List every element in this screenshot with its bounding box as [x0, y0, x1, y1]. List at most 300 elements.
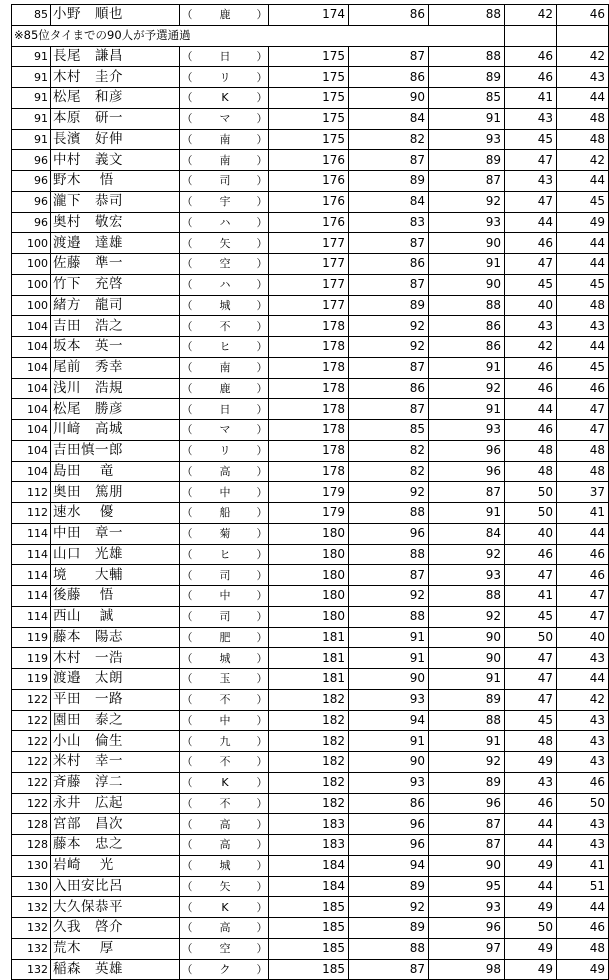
region-cell: 鹿	[194, 378, 256, 399]
paren-open: （	[180, 461, 195, 482]
table-row	[12, 5, 609, 26]
out-score-cell: 46	[505, 46, 557, 67]
round1-score-cell: 92	[349, 316, 429, 337]
total-score-cell: 183	[269, 814, 349, 835]
paren-close: ）	[256, 337, 269, 358]
player-name-cell: 入田安比呂	[51, 876, 180, 897]
out-score-cell: 42	[505, 5, 557, 26]
paren-open: （	[180, 108, 195, 129]
total-score-cell: 180	[269, 606, 349, 627]
round2-score-cell: 86	[429, 316, 505, 337]
round2-score-cell: 93	[429, 129, 505, 150]
table-row	[12, 88, 609, 109]
paren-close: ）	[256, 731, 269, 752]
in-score-cell: 44	[557, 669, 609, 690]
paren-open: （	[180, 752, 195, 773]
paren-close: ）	[256, 565, 269, 586]
round2-score-cell: 91	[429, 669, 505, 690]
out-score-cell: 46	[505, 67, 557, 88]
region-cell: マ	[194, 420, 256, 441]
region-cell: 高	[194, 918, 256, 939]
paren-open: （	[180, 565, 195, 586]
paren-open: （	[180, 731, 195, 752]
paren-open: （	[180, 959, 195, 980]
table-row	[12, 233, 609, 254]
in-score-cell: 45	[557, 191, 609, 212]
round2-score-cell: 90	[429, 855, 505, 876]
paren-close: ）	[256, 420, 269, 441]
total-score-cell: 182	[269, 772, 349, 793]
paren-close: ）	[256, 46, 269, 67]
total-score-cell: 180	[269, 544, 349, 565]
rank-cell: 91	[12, 88, 51, 109]
out-score-cell: 45	[505, 606, 557, 627]
round1-score-cell: 82	[349, 461, 429, 482]
rank-cell: 132	[12, 959, 51, 980]
rank-cell: 91	[12, 129, 51, 150]
rank-cell: 104	[12, 440, 51, 461]
region-cell: K	[194, 897, 256, 918]
in-score-cell: 49	[557, 959, 609, 980]
paren-close: ）	[256, 150, 269, 171]
empty-cell	[429, 25, 505, 46]
player-name-cell: 長尾 謙昌	[51, 46, 180, 67]
player-name-cell: 小野 順也	[51, 5, 180, 26]
in-score-cell: 48	[557, 295, 609, 316]
table-row	[12, 67, 609, 88]
rank-cell: 96	[12, 212, 51, 233]
region-cell: 南	[194, 129, 256, 150]
rank-cell: 104	[12, 461, 51, 482]
paren-close: ）	[256, 710, 269, 731]
player-name-cell: 岩崎 光	[51, 855, 180, 876]
total-score-cell: 175	[269, 46, 349, 67]
total-score-cell: 178	[269, 399, 349, 420]
in-score-cell: 46	[557, 918, 609, 939]
player-name-cell: 平田 一路	[51, 689, 180, 710]
player-name-cell: 久我 啓介	[51, 918, 180, 939]
total-score-cell: 181	[269, 627, 349, 648]
in-score-cell: 46	[557, 5, 609, 26]
player-name-cell: 松尾 勝彦	[51, 399, 180, 420]
out-score-cell: 41	[505, 586, 557, 607]
out-score-cell: 45	[505, 710, 557, 731]
out-score-cell: 50	[505, 918, 557, 939]
round1-score-cell: 86	[349, 793, 429, 814]
table-row	[12, 150, 609, 171]
out-score-cell: 40	[505, 523, 557, 544]
round1-score-cell: 93	[349, 772, 429, 793]
out-score-cell: 48	[505, 731, 557, 752]
round2-score-cell: 87	[429, 835, 505, 856]
in-score-cell: 42	[557, 150, 609, 171]
out-score-cell: 44	[505, 399, 557, 420]
round2-score-cell: 87	[429, 482, 505, 503]
round2-score-cell: 90	[429, 274, 505, 295]
paren-open: （	[180, 171, 195, 192]
table-row	[12, 897, 609, 918]
in-score-cell: 47	[557, 606, 609, 627]
round1-score-cell: 88	[349, 544, 429, 565]
table-row	[12, 274, 609, 295]
round1-score-cell: 87	[349, 399, 429, 420]
rank-cell: 128	[12, 814, 51, 835]
round2-score-cell: 96	[429, 918, 505, 939]
round2-score-cell: 88	[429, 46, 505, 67]
rank-cell: 91	[12, 108, 51, 129]
player-name-cell: 宮部 昌次	[51, 814, 180, 835]
table-row	[12, 731, 609, 752]
out-score-cell: 47	[505, 254, 557, 275]
note-row	[12, 25, 609, 46]
table-row	[12, 357, 609, 378]
round1-score-cell: 90	[349, 669, 429, 690]
round1-score-cell: 89	[349, 918, 429, 939]
out-score-cell: 49	[505, 897, 557, 918]
total-score-cell: 177	[269, 295, 349, 316]
region-cell: 中	[194, 710, 256, 731]
table-row	[12, 793, 609, 814]
region-cell: 城	[194, 295, 256, 316]
paren-open: （	[180, 669, 195, 690]
table-row	[12, 212, 609, 233]
round2-score-cell: 92	[429, 544, 505, 565]
table-row	[12, 918, 609, 939]
round1-score-cell: 96	[349, 523, 429, 544]
round2-score-cell: 95	[429, 876, 505, 897]
player-name-cell: 大久保恭平	[51, 897, 180, 918]
in-score-cell: 43	[557, 814, 609, 835]
paren-open: （	[180, 357, 195, 378]
region-cell: 不	[194, 689, 256, 710]
total-score-cell: 175	[269, 108, 349, 129]
round1-score-cell: 89	[349, 295, 429, 316]
rank-cell: 114	[12, 565, 51, 586]
player-name-cell: 小山 倫生	[51, 731, 180, 752]
out-score-cell: 47	[505, 565, 557, 586]
player-name-cell: 藤本 陽志	[51, 627, 180, 648]
round1-score-cell: 91	[349, 731, 429, 752]
round1-score-cell: 96	[349, 835, 429, 856]
paren-open: （	[180, 295, 195, 316]
table-row	[12, 586, 609, 607]
player-name-cell: 稲森 英雄	[51, 959, 180, 980]
total-score-cell: 180	[269, 586, 349, 607]
paren-open: （	[180, 46, 195, 67]
player-name-cell: 永井 広起	[51, 793, 180, 814]
round2-score-cell: 91	[429, 254, 505, 275]
table-row	[12, 171, 609, 192]
table-row	[12, 565, 609, 586]
in-score-cell: 42	[557, 689, 609, 710]
region-cell: 菊	[194, 523, 256, 544]
round1-score-cell: 90	[349, 88, 429, 109]
total-score-cell: 180	[269, 565, 349, 586]
player-name-cell: 緒方 龍司	[51, 295, 180, 316]
table-row	[12, 772, 609, 793]
player-name-cell: 中村 義文	[51, 150, 180, 171]
region-cell: 肥	[194, 627, 256, 648]
round2-score-cell: 90	[429, 648, 505, 669]
paren-close: ）	[256, 440, 269, 461]
out-score-cell: 46	[505, 544, 557, 565]
table-row	[12, 627, 609, 648]
round2-score-cell: 88	[429, 586, 505, 607]
round2-score-cell: 89	[429, 67, 505, 88]
paren-open: （	[180, 191, 195, 212]
paren-close: ）	[256, 523, 269, 544]
round2-score-cell: 96	[429, 793, 505, 814]
in-score-cell: 42	[557, 46, 609, 67]
round1-score-cell: 86	[349, 5, 429, 26]
out-score-cell: 42	[505, 337, 557, 358]
region-cell: 空	[194, 254, 256, 275]
total-score-cell: 176	[269, 191, 349, 212]
table-row	[12, 959, 609, 980]
total-score-cell: 185	[269, 959, 349, 980]
table-row	[12, 855, 609, 876]
paren-close: ）	[256, 586, 269, 607]
in-score-cell: 44	[557, 233, 609, 254]
round1-score-cell: 83	[349, 212, 429, 233]
paren-close: ）	[256, 254, 269, 275]
total-score-cell: 179	[269, 503, 349, 524]
total-score-cell: 178	[269, 378, 349, 399]
rank-cell: 130	[12, 855, 51, 876]
total-score-cell: 184	[269, 855, 349, 876]
paren-open: （	[180, 586, 195, 607]
player-name-cell: 本原 研一	[51, 108, 180, 129]
in-score-cell: 44	[557, 523, 609, 544]
rank-cell: 122	[12, 710, 51, 731]
player-name-cell: 瀧下 恭司	[51, 191, 180, 212]
total-score-cell: 182	[269, 752, 349, 773]
paren-close: ）	[256, 295, 269, 316]
in-score-cell: 43	[557, 835, 609, 856]
table-row	[12, 440, 609, 461]
round2-score-cell: 92	[429, 378, 505, 399]
rank-cell: 114	[12, 606, 51, 627]
round1-score-cell: 86	[349, 67, 429, 88]
in-score-cell: 46	[557, 565, 609, 586]
total-score-cell: 177	[269, 254, 349, 275]
paren-close: ）	[256, 606, 269, 627]
in-score-cell: 47	[557, 586, 609, 607]
round1-score-cell: 84	[349, 191, 429, 212]
rank-cell: 96	[12, 191, 51, 212]
round2-score-cell: 90	[429, 627, 505, 648]
round1-score-cell: 82	[349, 129, 429, 150]
player-name-cell: 野木 悟	[51, 171, 180, 192]
region-cell: 高	[194, 835, 256, 856]
out-score-cell: 49	[505, 959, 557, 980]
round1-score-cell: 85	[349, 420, 429, 441]
results-table	[11, 4, 609, 980]
in-score-cell: 41	[557, 503, 609, 524]
in-score-cell: 43	[557, 731, 609, 752]
paren-open: （	[180, 150, 195, 171]
rank-cell: 128	[12, 835, 51, 856]
in-score-cell: 41	[557, 855, 609, 876]
region-cell: 不	[194, 793, 256, 814]
paren-close: ）	[256, 689, 269, 710]
paren-close: ）	[256, 544, 269, 565]
table-row	[12, 876, 609, 897]
rank-cell: 100	[12, 254, 51, 275]
paren-open: （	[180, 88, 195, 109]
round2-score-cell: 91	[429, 108, 505, 129]
paren-open: （	[180, 627, 195, 648]
round2-score-cell: 92	[429, 752, 505, 773]
paren-open: （	[180, 918, 195, 939]
total-score-cell: 183	[269, 835, 349, 856]
total-score-cell: 176	[269, 212, 349, 233]
table-row	[12, 523, 609, 544]
region-cell: 船	[194, 503, 256, 524]
total-score-cell: 181	[269, 669, 349, 690]
round2-score-cell: 93	[429, 212, 505, 233]
rank-cell: 104	[12, 337, 51, 358]
paren-close: ）	[256, 627, 269, 648]
total-score-cell: 185	[269, 918, 349, 939]
in-score-cell: 47	[557, 399, 609, 420]
in-score-cell: 46	[557, 772, 609, 793]
round2-score-cell: 93	[429, 420, 505, 441]
round1-score-cell: 87	[349, 150, 429, 171]
round2-score-cell: 93	[429, 565, 505, 586]
paren-open: （	[180, 482, 195, 503]
rank-cell: 114	[12, 544, 51, 565]
in-score-cell: 50	[557, 793, 609, 814]
table-row	[12, 482, 609, 503]
region-cell: 空	[194, 938, 256, 959]
player-name-cell: 川﨑 高城	[51, 420, 180, 441]
total-score-cell: 176	[269, 150, 349, 171]
paren-open: （	[180, 544, 195, 565]
player-name-cell: 奥田 篤朋	[51, 482, 180, 503]
round1-score-cell: 86	[349, 254, 429, 275]
round2-score-cell: 97	[429, 938, 505, 959]
rank-cell: 122	[12, 689, 51, 710]
round1-score-cell: 87	[349, 233, 429, 254]
round1-score-cell: 92	[349, 337, 429, 358]
round1-score-cell: 87	[349, 565, 429, 586]
out-score-cell: 47	[505, 150, 557, 171]
table-row	[12, 648, 609, 669]
region-cell: 不	[194, 316, 256, 337]
out-score-cell: 49	[505, 855, 557, 876]
rank-cell: 112	[12, 482, 51, 503]
rank-cell: 96	[12, 171, 51, 192]
out-score-cell: 43	[505, 108, 557, 129]
total-score-cell: 178	[269, 357, 349, 378]
paren-open: （	[180, 814, 195, 835]
total-score-cell: 178	[269, 461, 349, 482]
paren-open: （	[180, 316, 195, 337]
out-score-cell: 46	[505, 378, 557, 399]
region-cell: ヒ	[194, 544, 256, 565]
paren-close: ）	[256, 67, 269, 88]
table-row	[12, 752, 609, 773]
rank-cell: 100	[12, 233, 51, 254]
in-score-cell: 48	[557, 108, 609, 129]
region-cell: リ	[194, 440, 256, 461]
total-score-cell: 185	[269, 938, 349, 959]
rank-cell: 104	[12, 399, 51, 420]
player-name-cell: 渡邉 達雄	[51, 233, 180, 254]
out-score-cell: 43	[505, 316, 557, 337]
rank-cell: 119	[12, 627, 51, 648]
paren-close: ）	[256, 503, 269, 524]
round2-score-cell: 89	[429, 150, 505, 171]
round1-score-cell: 87	[349, 274, 429, 295]
out-score-cell: 44	[505, 814, 557, 835]
rank-cell: 104	[12, 420, 51, 441]
paren-open: （	[180, 876, 195, 897]
rank-cell: 104	[12, 378, 51, 399]
player-name-cell: 速水 優	[51, 503, 180, 524]
empty-cell	[505, 25, 557, 46]
out-score-cell: 44	[505, 835, 557, 856]
region-cell: 高	[194, 814, 256, 835]
rank-cell: 132	[12, 918, 51, 939]
player-name-cell: 浅川 浩規	[51, 378, 180, 399]
paren-open: （	[180, 274, 195, 295]
score-sheet	[11, 4, 605, 980]
region-cell: 南	[194, 150, 256, 171]
round2-score-cell: 92	[429, 606, 505, 627]
out-score-cell: 49	[505, 752, 557, 773]
paren-open: （	[180, 212, 195, 233]
rank-cell: 130	[12, 876, 51, 897]
player-name-cell: 島田 竜	[51, 461, 180, 482]
paren-open: （	[180, 648, 195, 669]
paren-close: ）	[256, 233, 269, 254]
paren-close: ）	[256, 876, 269, 897]
total-score-cell: 177	[269, 233, 349, 254]
table-row	[12, 420, 609, 441]
paren-close: ）	[256, 918, 269, 939]
paren-close: ）	[256, 357, 269, 378]
in-score-cell: 37	[557, 482, 609, 503]
paren-open: （	[180, 523, 195, 544]
round2-score-cell: 87	[429, 171, 505, 192]
round2-score-cell: 88	[429, 5, 505, 26]
total-score-cell: 178	[269, 440, 349, 461]
round1-score-cell: 94	[349, 710, 429, 731]
round1-score-cell: 92	[349, 482, 429, 503]
rank-cell: 112	[12, 503, 51, 524]
paren-open: （	[180, 897, 195, 918]
round1-score-cell: 89	[349, 876, 429, 897]
player-name-cell: 竹下 充啓	[51, 274, 180, 295]
region-cell: 矢	[194, 233, 256, 254]
round2-score-cell: 88	[429, 710, 505, 731]
paren-open: （	[180, 938, 195, 959]
paren-open: （	[180, 399, 195, 420]
region-cell: K	[194, 88, 256, 109]
region-cell: K	[194, 772, 256, 793]
table-row	[12, 544, 609, 565]
player-name-cell: 米村 幸一	[51, 752, 180, 773]
player-name-cell: 渡邉 太朗	[51, 669, 180, 690]
rank-cell: 100	[12, 295, 51, 316]
qualification-note: ※85位タイまでの90人が予選通過	[12, 25, 429, 46]
round2-score-cell: 92	[429, 191, 505, 212]
out-score-cell: 50	[505, 482, 557, 503]
total-score-cell: 177	[269, 274, 349, 295]
paren-open: （	[180, 772, 195, 793]
